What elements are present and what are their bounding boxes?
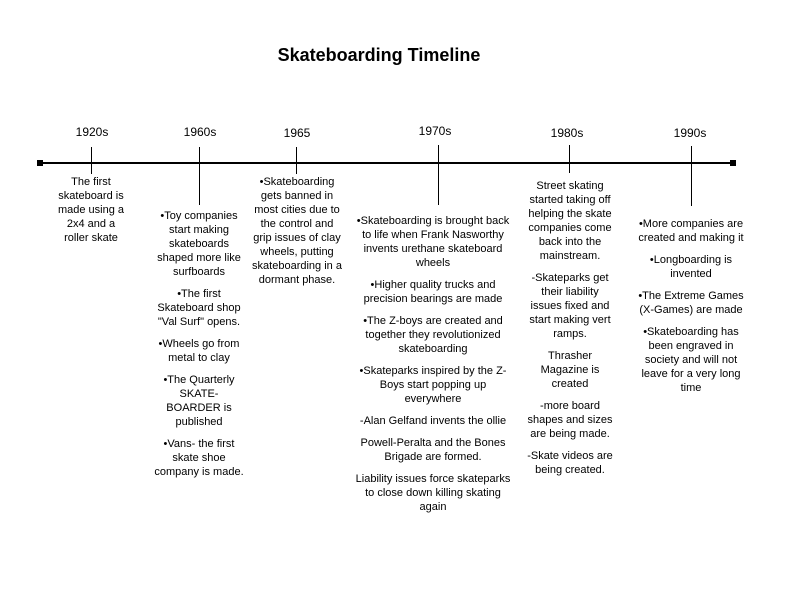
- event-1970s-2: •Higher quality trucks and precision bearings are made: [363, 279, 503, 305]
- tick-1965: [296, 147, 297, 174]
- column-1920s: [56, 175, 126, 253]
- event-1960s-4: •The Quarterly SKATE-BOARDER is published: [163, 374, 235, 428]
- event-1960s-1: •Toy companies start making skateboards shaped more like surfboards: [157, 210, 241, 278]
- event-1960s-2: •The first Skateboard shop "Val Surf" opens.: [157, 288, 241, 328]
- event-1980s-5: -Skate videos are being created.: [527, 450, 613, 476]
- event-1990s-4: •Skateboarding has been engraved in society and will not leave for a very long time: [641, 326, 741, 394]
- column-1960s: [154, 209, 244, 487]
- event-1970s-3: •The Z-boys are created and together they revolutionized skateboarding: [363, 315, 503, 355]
- era-label-1920s: 1920s: [75, 125, 109, 139]
- column-1980s: [526, 179, 614, 485]
- tick-1990s: [691, 146, 692, 206]
- event-1990s-3: •The Extreme Games (X-Games) are made: [638, 290, 744, 316]
- era-label-1980s: 1980s: [550, 126, 584, 140]
- event-1970s-6: Powell-Peralta and the Bones Brigade are formed.: [360, 437, 506, 463]
- event-1960s-3: •Wheels go from metal to clay: [158, 338, 240, 364]
- event-1970s-1: •Skateboarding is brought back to life when Frank Nasworthy invents urethane skateboard wheels: [356, 215, 510, 269]
- era-label-1970s: 1970s: [418, 124, 452, 138]
- event-1980s-2: -Skateparks get their liability issues fixed and start making vert ramps.: [529, 272, 611, 340]
- event-1990s-2: •Longboarding is invented: [649, 254, 733, 280]
- event-1990s-1: •More companies are created and making it: [638, 218, 744, 244]
- event-1970s-7: Liability issues force skateparks to close down killing skating again: [355, 473, 511, 513]
- event-1980s-1: Street skating started taking off helping the skate companies come back into the mainstream.: [528, 180, 612, 262]
- timeline-title: Skateboarding Timeline: [277, 45, 481, 65]
- column-1990s: [632, 217, 750, 403]
- column-1970s: [353, 214, 513, 522]
- event-1965-1: •Skateboarding gets banned in most cities due to the control and grip issues of clay wheels, putting skateboarding in a dormant phase.: [252, 176, 342, 286]
- event-1920s-1: The first skateboard is made using a 2x4 and a roller skate: [57, 176, 125, 244]
- tick-1920s: [91, 147, 92, 174]
- event-1980s-3: Thrasher Magazine is created: [540, 350, 600, 390]
- event-1970s-5: -Alan Gelfand invents the ollie: [359, 415, 507, 427]
- tick-1970s: [438, 145, 439, 205]
- event-1980s-4: -more board shapes and sizes are being made.: [527, 400, 613, 440]
- timeline-axis: [40, 162, 733, 164]
- era-label-1990s: 1990s: [673, 126, 707, 140]
- tick-1980s: [569, 145, 570, 173]
- event-1970s-4: •Skateparks inspired by the Z-Boys start popping up everywhere: [359, 365, 507, 405]
- tick-1960s: [199, 147, 200, 205]
- column-1965: [251, 175, 343, 295]
- axis-left-endcap: [37, 160, 43, 166]
- era-label-1960s: 1960s: [183, 125, 217, 139]
- event-1960s-5: •Vans- the first skate shoe company is made.: [154, 438, 244, 478]
- era-label-1965: 1965: [283, 126, 311, 140]
- axis-right-endcap: [730, 160, 736, 166]
